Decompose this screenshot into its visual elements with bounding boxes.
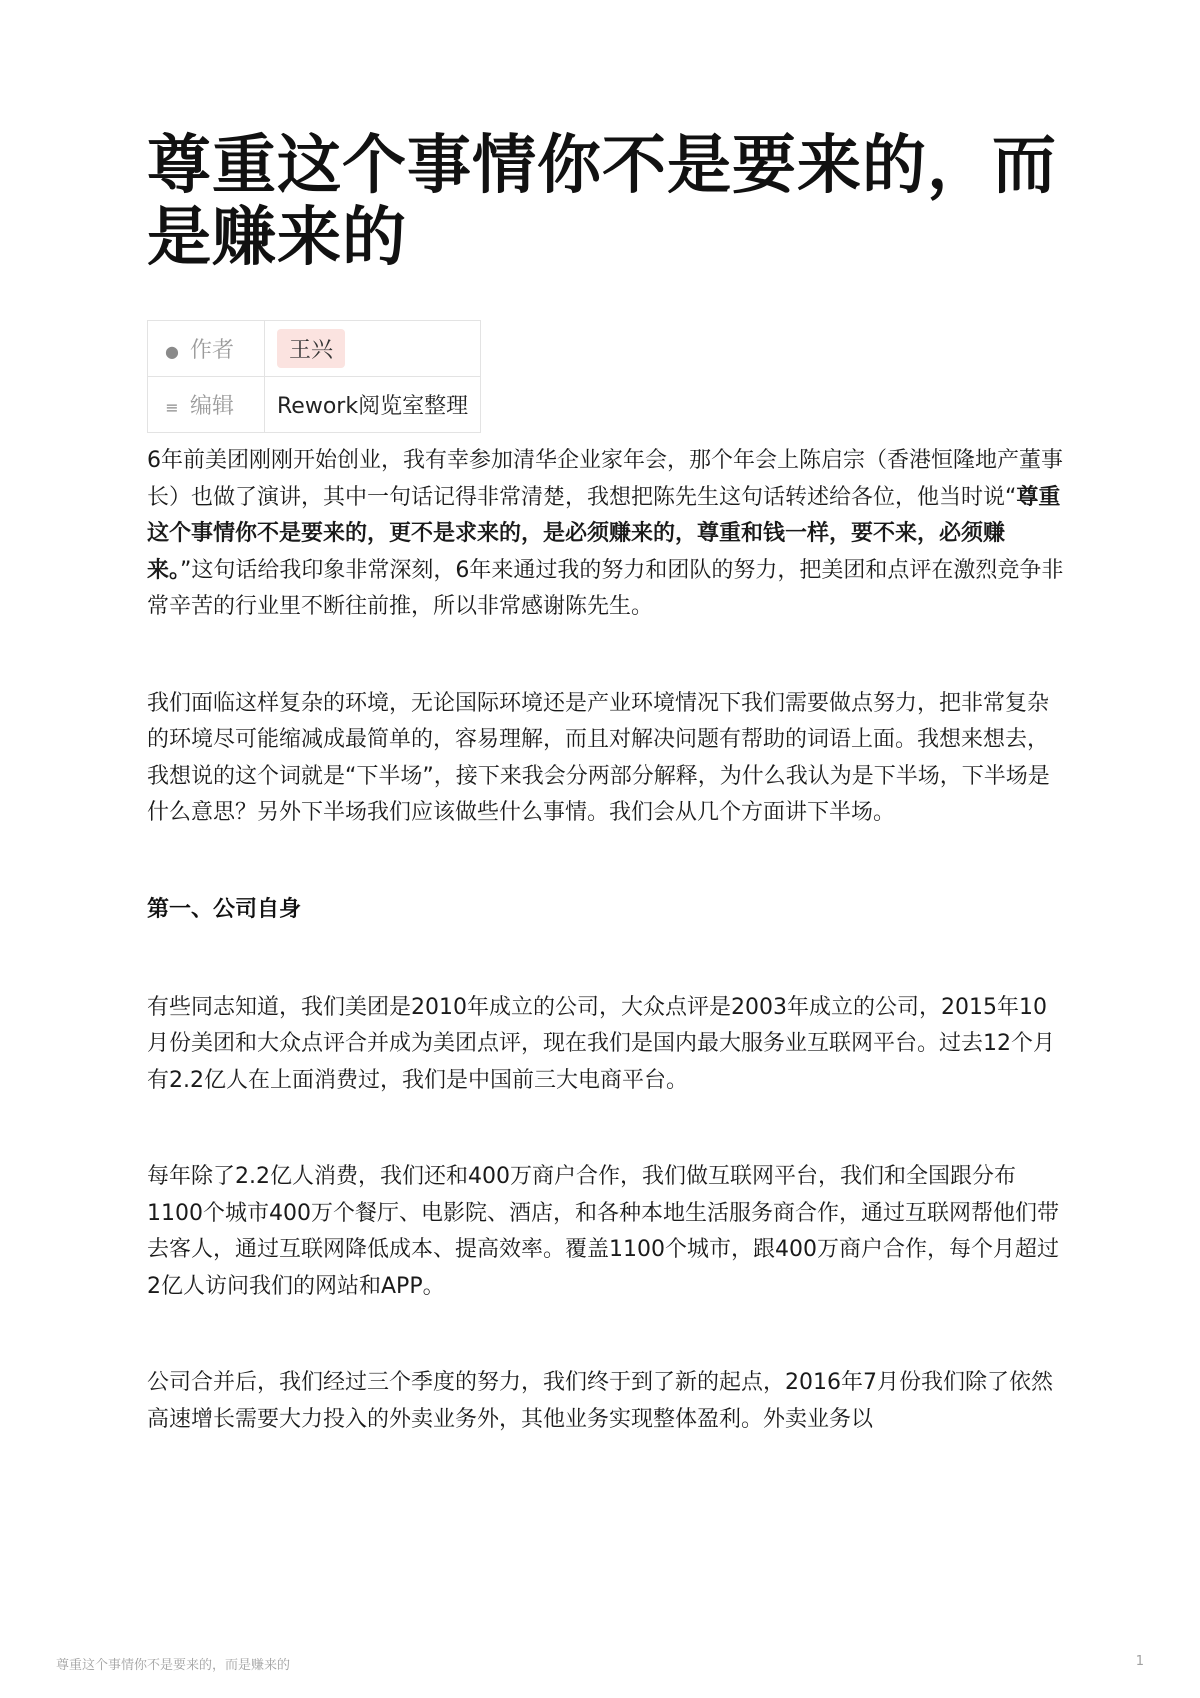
text-lines-icon: ≡: [165, 398, 179, 417]
document-page: [147, 130, 1067, 1438]
paragraph: [147, 443, 1067, 626]
property-value[interactable]: [265, 321, 481, 377]
paragraph-text: 6年前美团刚刚开始创业，我有幸参加清华企业家年会，那个年会上陈启宗（香港恒隆地产董事长）也做了演讲，其中一句话记得非常清楚，我想把陈先生这句话转述给各位，他当时说“: [147, 448, 1064, 510]
page-number: 1: [1135, 1654, 1144, 1669]
page-footer: [56, 1654, 1144, 1673]
section-heading: 第一、公司自身: [147, 896, 302, 922]
properties-table: [147, 320, 481, 433]
property-key: [148, 377, 265, 433]
property-key: [148, 321, 265, 377]
property-row-editor: [148, 377, 481, 433]
author-tag[interactable]: 王兴: [277, 329, 345, 368]
paragraph: 有些同志知道，我们美团是2010年成立的公司，大众点评是2003年成立的公司，2015年10月份美团和大众点评合并成为美团点评，现在我们是国内最大服务业互联网平台。过去12个月有2.2亿人在上面消费过，我们是中国前三大电商平台。: [147, 994, 1055, 1093]
property-value[interactable]: Rework阅览室整理: [265, 377, 481, 433]
paragraph: 我们面临这样复杂的环境，无论国际环境还是产业环境情况下我们需要做点努力，把非常复杂的环境尽可能缩减成最简单的，容易理解，而且对解决问题有帮助的词语上面。我想来想去，我想说的这个词就是“下半场”，接下来我会分两部分解释，为什么我认为是下半场，下半场是什么意思？另外下半场我们应该做些什么事情。我们会从几个方面讲下半场。: [147, 690, 1050, 825]
footer-title: 尊重这个事情你不是要来的，而是赚来的: [56, 1658, 291, 1673]
property-label: 编辑: [190, 394, 235, 419]
paragraph: 公司合并后，我们经过三个季度的努力，我们终于到了新的起点，2016年7月份我们除了依然高速增长需要大力投入的外卖业务外，其他业务实现整体盈利。外卖业务以: [147, 1370, 1053, 1432]
person-icon: ●: [165, 342, 179, 361]
paragraph-text: ”这句话给我印象非常深刻，6年来通过我的努力和团队的努力，把美团和点评在激烈竞争非常辛苦的行业里不断往前推，所以非常感谢陈先生。: [147, 557, 1064, 619]
bold-quote: 尊重这个事情你不是要来的，更不是求来的，是必须赚来的，尊重和钱一样，要不来，必须赚来。: [147, 484, 1061, 583]
property-label: 作者: [190, 338, 235, 363]
paragraph: 每年除了2.2亿人消费，我们还和400万商户合作，我们做互联网平台，我们和全国跟分布1100个城市400万个餐厅、电影院、酒店，和各种本地生活服务商合作，通过互联网帮他们带去客人，通过互联网降低成本、提高效率。覆盖1100个城市，跟400万商户合作，每个月超过2亿人访问我们的网站和APP。: [147, 1164, 1059, 1299]
property-row-author: [148, 321, 481, 377]
page-title: 尊重这个事情你不是要来的，而是赚来的: [147, 129, 1057, 275]
